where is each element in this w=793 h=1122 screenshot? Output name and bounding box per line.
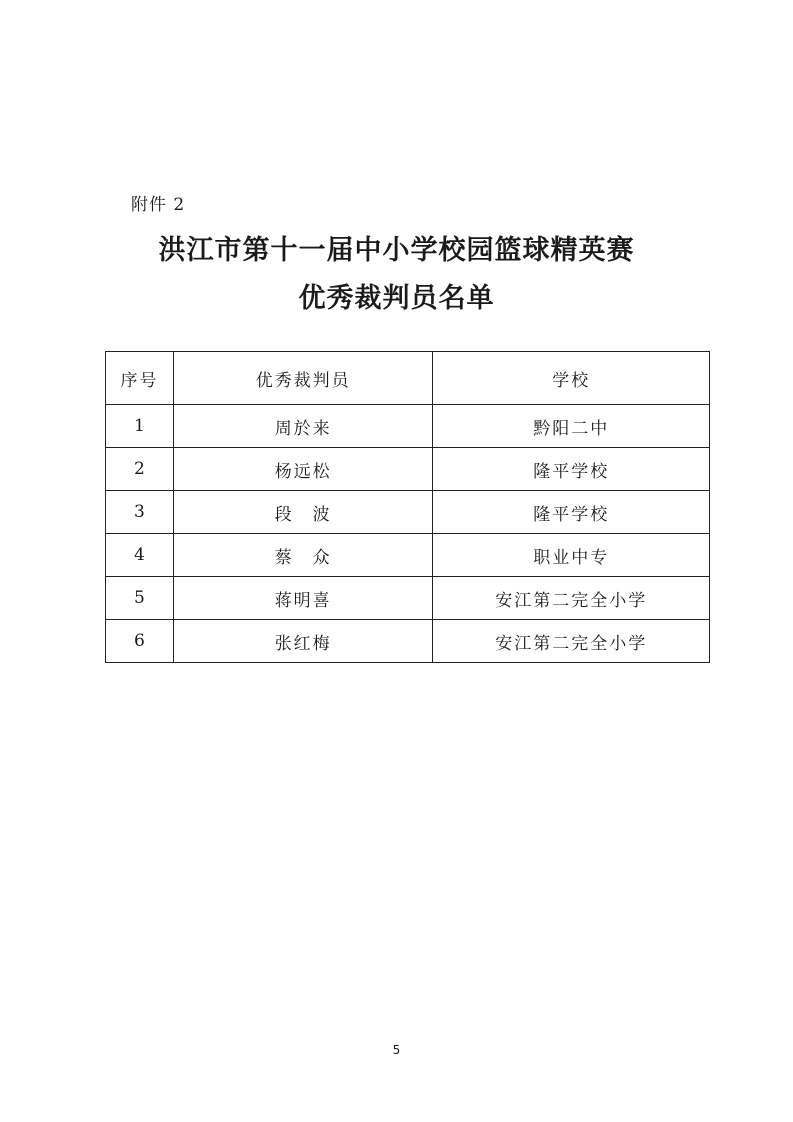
table-row [106,534,710,577]
school-name: 隆平学校 [433,491,710,534]
referee-name: 杨远松 [173,448,433,491]
header-referee: 优秀裁判员 [173,352,433,405]
table-row [106,405,710,448]
header-school: 学校 [433,352,710,405]
attachment-label: 附件 2 [131,195,186,215]
row-number: 4 [106,534,174,577]
table-header-row [106,352,710,405]
referee-table [105,351,710,663]
table-row [106,491,710,534]
table-row [106,620,710,663]
referee-name: 蒋明喜 [173,577,433,620]
document-subtitle: 优秀裁判员名单 [298,283,495,314]
header-number: 序号 [106,352,174,405]
school-name: 职业中专 [433,534,710,577]
table-row [106,577,710,620]
row-number: 2 [106,448,174,491]
row-number: 1 [106,405,174,448]
referee-name: 蔡 众 [173,534,433,577]
school-name: 安江第二完全小学 [433,620,710,663]
referee-name: 段 波 [173,491,433,534]
page-number: 5 [392,1043,401,1057]
row-number: 3 [106,491,174,534]
school-name: 隆平学校 [433,448,710,491]
row-number: 6 [106,620,174,663]
row-number: 5 [106,577,174,620]
document-title: 洪江市第十一届中小学校园篮球精英赛 [158,235,635,266]
school-name: 黔阳二中 [433,405,710,448]
referee-name: 张红梅 [173,620,433,663]
table-row [106,448,710,491]
school-name: 安江第二完全小学 [433,577,710,620]
referee-name: 周於来 [173,405,433,448]
